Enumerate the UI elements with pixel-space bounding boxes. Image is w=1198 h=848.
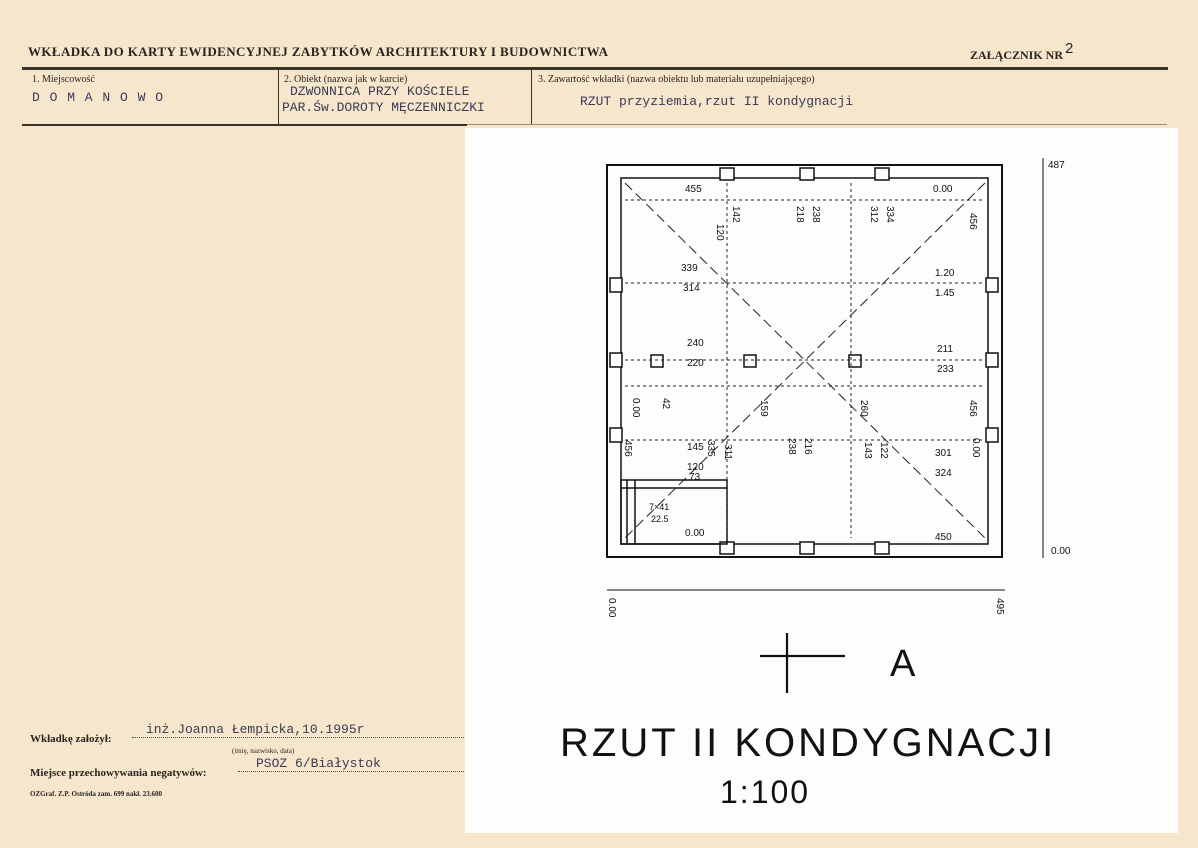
dim-312: 312 [868,206,879,223]
drawing-scale: 1:100 [720,774,811,810]
dim-238-bottom: 238 [786,438,797,455]
dim-right-level: 0.00 [970,438,981,458]
dim-left-level: 0.00 [630,398,641,418]
dim-301: 301 [935,448,952,459]
field-divider-1 [278,70,279,124]
section-marker-label: A [890,643,916,685]
object-value-line1: DZWONNICA PRZY KOŚCIELE [290,84,470,99]
outer-wall [607,165,1002,557]
dim-73: 73 [689,472,701,483]
author-value: inż.Joanna Łempicka,10.1995r [132,722,468,738]
dim-314: 314 [683,283,700,294]
drawing-sheet [465,128,1178,833]
fields-bottom-rule-right [467,124,1167,125]
dim-stair-level: 0.00 [685,528,705,539]
locality-value: D O M A N O W O [32,90,165,105]
dim-top-left: 455 [685,184,702,195]
dim-bottom-right: 495 [994,598,1005,615]
storage-label: Miejsce przechowywania negatywów: [30,767,207,779]
printer-note: OZGraf. Z.P. Ostróda zam. 699 nakł. 23.600 [30,790,162,798]
dim-outer-right-level: 0.00 [1051,546,1071,557]
contents-label: 3. Zawartość wkładki (nazwa obiektu lub materiału uzupełniającego) [538,74,815,85]
storage-value: PSOZ 6/Białystok [238,756,472,772]
dim-260: 260 [858,400,869,417]
dim-324: 324 [935,468,952,479]
dim-335: 335 [705,440,716,457]
dim-bottom-left: 0.00 [606,598,617,618]
object-value-line2: PAR.Św.DOROTY MĘCZENNICZKI [282,100,485,115]
header-rule [22,67,1168,70]
dim-120-left: 120 [687,462,704,473]
annex-label [970,40,1074,63]
dim-339: 339 [681,263,698,274]
contents-value: RZUT przyziemia,rzut II kondygnacji [580,94,854,109]
floor-plan [465,128,1178,833]
dim-233: 233 [937,364,954,375]
annex-label-text: ZAŁĄCZNIK NR [970,48,1064,62]
dim-right-top: 456 [967,213,978,230]
dim-311: 311 [722,444,733,460]
dim-220: 220 [687,358,704,369]
dim-left-bottom: 456 [622,440,633,457]
field-divider-2 [531,70,532,124]
dim-159: 159 [758,400,769,417]
dim-right-mid: 456 [967,400,978,417]
author-hint: (imię, nazwisko, data) [232,747,295,755]
dim-42: 42 [660,398,671,410]
dim-145: 145 [687,442,704,453]
dim-238: 238 [810,206,821,223]
dim-top-level: 487 [1048,160,1065,171]
dim-1-45: 1.45 [935,288,955,299]
form-title: WKŁADKA DO KARTY EWIDENCYJNEJ ZABYTKÓW ARCHITEKTURY I BUDOWNICTWA [28,44,609,59]
inner-wall [621,178,988,544]
dim-450: 450 [935,532,952,543]
dim-122: 122 [878,442,889,459]
dim-top-right-level: 0.00 [933,184,953,195]
object-label: 2. Obiekt (nazwa jak w karcie) [284,74,408,85]
author-label: Wkładkę założył: [30,733,112,745]
dim-334: 334 [884,206,895,223]
dim-22-5: 22.5 [651,514,669,524]
dim-142: 142 [730,206,741,223]
dim-211: 211 [937,344,953,355]
fields-bottom-rule [22,124,467,126]
dim-1-20: 1.20 [935,268,955,279]
dim-143: 143 [862,442,873,459]
dim-218: 218 [794,206,805,223]
drawing-title: RZUT II KONDYGNACJI [560,721,1057,765]
locality-label: 1. Miejscowość [32,74,95,85]
dim-240: 240 [687,338,704,349]
dim-120: 120 [714,224,725,241]
section-marker [760,633,845,693]
dim-216-bottom: 216 [802,438,813,455]
dim-stairs: 7×41 [649,502,670,512]
annex-number: 2 [1065,40,1074,57]
